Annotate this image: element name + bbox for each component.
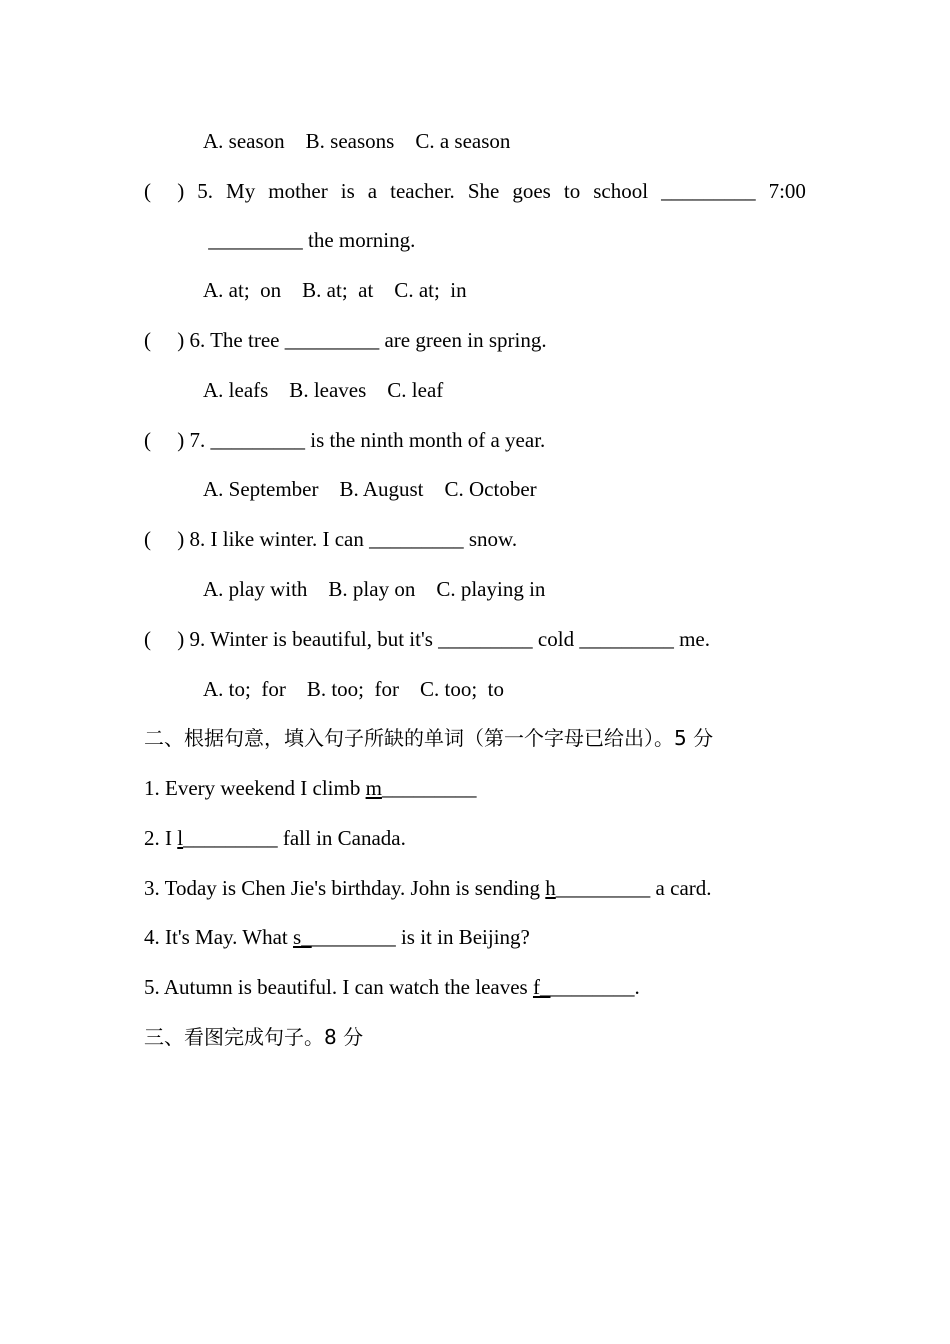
section2-item-3 bbox=[144, 876, 712, 900]
answer-blank: _________ bbox=[381, 776, 477, 800]
answer-blank: ________ is it in Beijing? bbox=[311, 925, 530, 949]
q6-stem: ( ) 6. The tree _________ are green in spring. bbox=[144, 328, 547, 352]
section2-item-4 bbox=[144, 925, 530, 949]
q5-stem-continued: _________ the morning. bbox=[203, 228, 416, 252]
q5-word: a bbox=[367, 179, 378, 203]
q5-word: goes bbox=[512, 179, 551, 203]
section2-item-5 bbox=[144, 975, 640, 999]
given-letter: h bbox=[545, 876, 556, 900]
section3-heading: 三、看图完成句子。8 分 bbox=[144, 1025, 364, 1049]
q6-options: A. leafs B. leaves C. leaf bbox=[203, 378, 444, 402]
q5-stem bbox=[144, 179, 806, 203]
q4-options: A. season B. seasons C. a season bbox=[203, 129, 511, 153]
q8-options: A. play with B. play on C. playing in bbox=[203, 577, 546, 601]
q9-stem: ( ) 9. Winter is beautiful, but it's _________ cold _________ me. bbox=[144, 627, 710, 651]
q5-word: is bbox=[340, 179, 355, 203]
answer-blank: _________ fall in Canada. bbox=[183, 826, 406, 850]
q5-word: mother bbox=[268, 179, 328, 203]
q5-word: to bbox=[563, 179, 581, 203]
given-letter: l bbox=[177, 826, 184, 850]
q7-options: A. September B. August C. October bbox=[203, 477, 537, 501]
section2-item-2 bbox=[144, 826, 406, 850]
q5-blank: _________ bbox=[661, 179, 756, 203]
q5-word: 5. bbox=[197, 179, 214, 203]
q5-options: A. at; on B. at; at C. at; in bbox=[203, 278, 467, 302]
answer-blank: _________ a card. bbox=[555, 876, 712, 900]
given-letter: m bbox=[365, 776, 382, 800]
answer-blank: ________. bbox=[550, 975, 640, 999]
q5-word: teacher. bbox=[390, 179, 455, 203]
item-text: 4. It's May. What bbox=[144, 925, 294, 949]
q8-stem: ( ) 8. I like winter. I can _________ snow. bbox=[144, 527, 518, 551]
given-letter: s_ bbox=[293, 925, 312, 949]
q5-word: My bbox=[226, 179, 256, 203]
q9-options: A. to; for B. too; for C. too; to bbox=[203, 677, 504, 701]
given-letter: f_ bbox=[532, 975, 551, 999]
q5-word: She bbox=[467, 179, 500, 203]
item-text: 3. Today is Chen Jie's birthday. John is sending bbox=[144, 876, 546, 900]
item-text: 2. I bbox=[144, 826, 178, 850]
q5-word: school bbox=[593, 179, 649, 203]
q5-paren: ( ) bbox=[144, 179, 185, 203]
section2-heading: 二、根据句意，填入句子所缺的单词（第一个字母已给出）。5 分 bbox=[144, 726, 714, 750]
section2-item-1 bbox=[144, 776, 476, 800]
item-text: 5. Autumn is beautiful. I can watch the leaves bbox=[144, 975, 533, 999]
q7-stem: ( ) 7. _________ is the ninth month of a year. bbox=[144, 428, 546, 452]
item-text: 1. Every weekend I climb bbox=[144, 776, 366, 800]
q5-word: 7:00 bbox=[768, 179, 806, 203]
